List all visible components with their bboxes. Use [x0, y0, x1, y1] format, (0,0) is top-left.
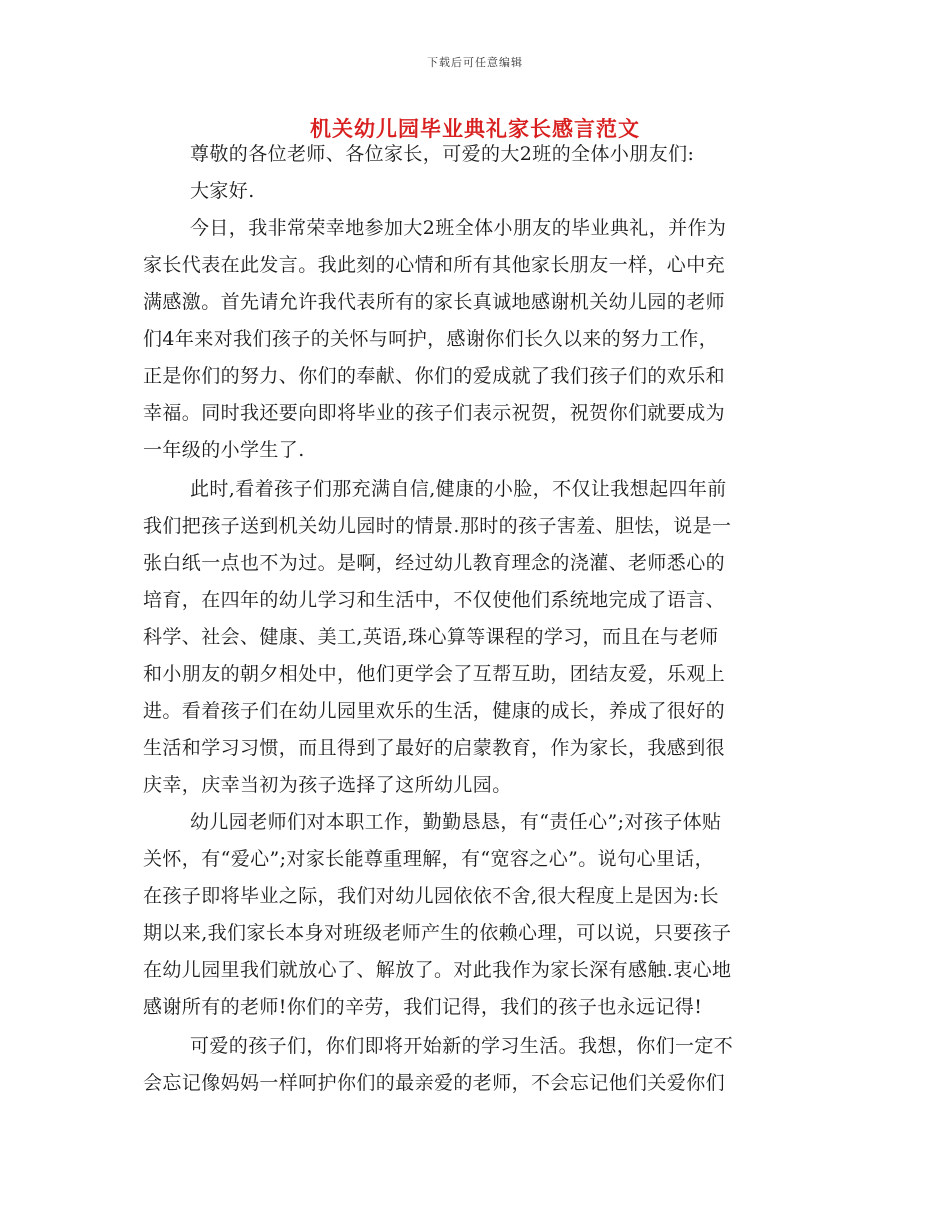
paragraph-4-line: 会忘记像妈妈一样呵护你们的最亲爱的老师，不会忘记他们关爱你们: [143, 1072, 726, 1094]
paragraph-3-line: 在孩子即将毕业之际，我们对幼儿园依依不舍,很大程度上是因为:长: [143, 885, 719, 907]
paragraph-2-line: 和小朋友的朝夕相处中，他们更学会了互帮互助，团结友爱，乐观上: [143, 663, 726, 685]
paragraph-3-line: 期以来,我们家长本身对班级老师产生的依赖心理，可以说，只要孩子: [143, 922, 732, 944]
paragraph-4-line: 可爱的孩子们，你们即将开始新的学习生活。我想，你们一定不: [190, 1035, 734, 1057]
paragraph-1-line: 家长代表在此发言。我此刻的心情和所有其他家长朋友一样，心中充: [143, 254, 726, 276]
paragraph-2-line: 我们把孩子送到机关幼儿园时的情景.那时的孩子害羞、胆怯，说是一: [143, 515, 732, 537]
paragraph-2-line: 张白纸一点也不为过。是啊，经过幼儿教育理念的浇灌、老师悉心的: [143, 552, 726, 574]
header-note: 下载后可任意编辑: [427, 56, 523, 69]
paragraph-3-line: 感谢所有的老师!你们的辛劳，我们记得，我们的孩子也永远记得!: [143, 996, 703, 1018]
paragraph-1-line: 一年级的小学生了.: [143, 439, 305, 461]
document-body: [143, 136, 813, 1102]
paragraph-3-line: 幼儿园老师们对本职工作，勤勤恳恳，有“责任心”;对孩子体贴: [190, 811, 722, 833]
paragraph-3-line: 在幼儿园里我们就放心了、解放了。对此我作为家长深有感触.衷心地: [143, 959, 732, 981]
paragraph-1-line: 们4年来对我们孩子的关怀与呵护，感谢你们长久以来的努力工作，: [143, 328, 719, 350]
salutation-line: 尊敬的各位老师、各位家长，可爱的大2班的全体小朋友们:: [190, 143, 695, 165]
paragraph-2-line: 庆幸，庆幸当初为孩子选择了这所幼儿园。: [143, 774, 512, 796]
paragraph-1-line: 今日，我非常荣幸地参加大2班全体小朋友的毕业典礼，并作为: [190, 217, 727, 239]
document-title: 机关幼儿园毕业典礼家长感言范文: [310, 116, 640, 141]
paragraph-1-line: 正是你们的努力、你们的奉献、你们的爱成就了我们孩子们的欢乐和: [143, 365, 726, 387]
paragraph-1-line: 满感激。首先请允许我代表所有的家长真诚地感谢机关幼儿园的老师: [143, 291, 726, 313]
paragraph-2-line: 进。看着孩子们在幼儿园里欢乐的生活，健康的成长，养成了很好的: [143, 700, 726, 722]
paragraph-2-line: 生活和学习习惯，而且得到了最好的启蒙教育，作为家长，我感到很: [143, 737, 726, 759]
paragraph-2-line: 培育，在四年的幼儿学习和生活中，不仅使他们系统地完成了语言、: [143, 589, 726, 611]
paragraph-2-line: 科学、社会、健康、美工,英语,珠心算等课程的学习，而且在与老师: [143, 626, 719, 648]
paragraph-1-line: 幸福。同时我还要向即将毕业的孩子们表示祝贺，祝贺你们就要成为: [143, 402, 726, 424]
greeting-line: 大家好.: [190, 180, 255, 202]
paragraph-3-line: 关怀，有“爱心”;对家长能尊重理解，有“宽容之心”。说句心里话，: [143, 848, 715, 870]
paragraph-2-line: 此时,看着孩子们那充满自信,健康的小脸，不仅让我想起四年前: [190, 478, 727, 500]
